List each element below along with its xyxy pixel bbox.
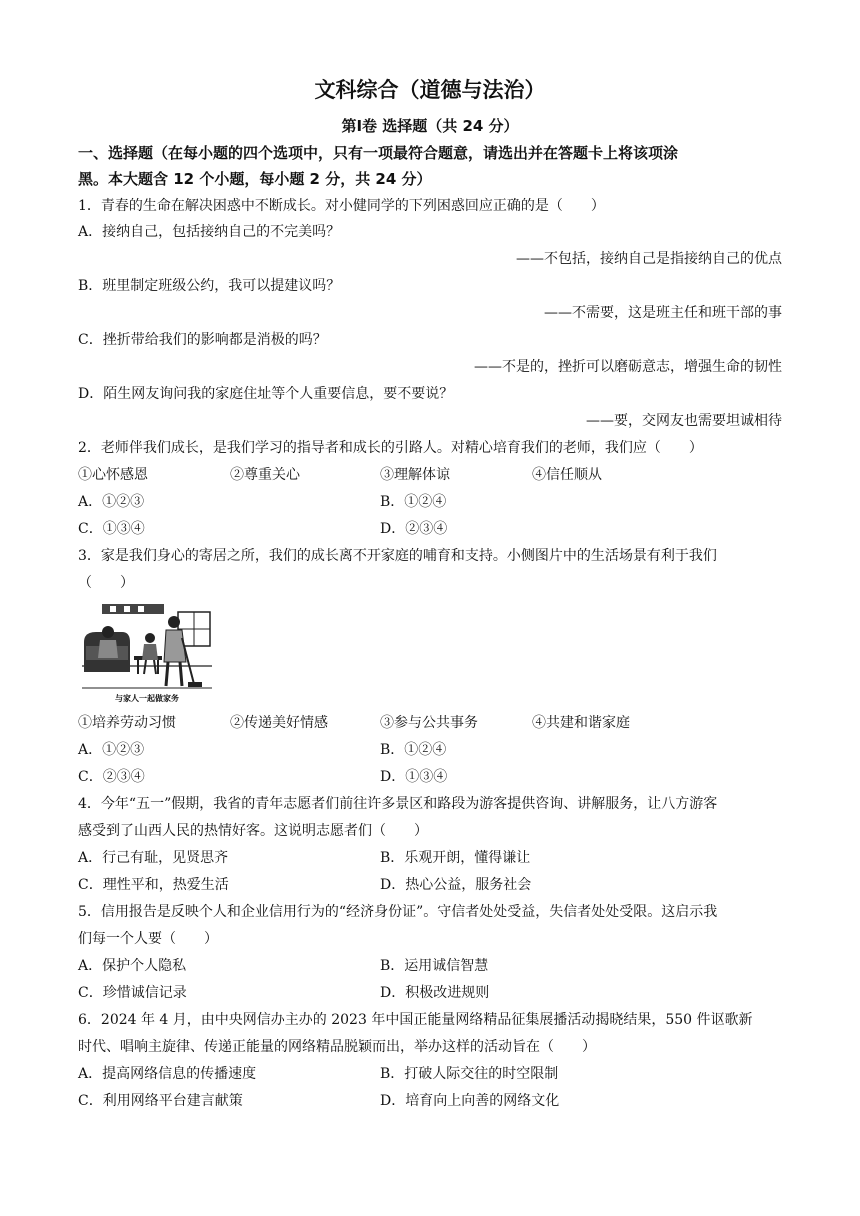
q3-item-1: ①培养劳动习惯 [78,715,176,731]
q3-option-b: B．①②④ [380,742,447,758]
q2-option-c: C．①③④ [78,521,145,537]
q1-option-a: A．接纳自己，包括接纳自己的不完美吗？ [78,224,341,240]
q1-stem: 1．青春的生命在解决困惑中不断成长。对小健同学的下列困惑回应正确的是（ ） [78,198,605,214]
q2-option-d: D．②③④ [380,521,448,537]
illustration-caption: 与家人一起做家务 [115,694,179,703]
q6-option-b: B．打破人际交往的时空限制 [380,1066,559,1082]
q5-option-a: A．保护个人隐私 [78,958,187,974]
q6-option-d: D．培育向上向善的网络文化 [380,1093,560,1109]
q2-option-b: B．①②④ [380,494,447,510]
page-title: 文科综合（道德与法治） [314,78,546,102]
household-chores-illustration [82,602,212,706]
q4-stem-line1: 4．今年“五一”假期，我省的青年志愿者们前往许多景区和路段为游客提供咨询、讲解服务，让八方游客 [78,796,718,812]
q3-item-2: ②传递美好情感 [230,715,328,731]
q6-stem-line1: 6．2024 年 4 月，由中央网信办主办的 2023 年中国正能量网络精品征集展播活动揭晓结果，550 件讴歌新 [78,1012,753,1028]
q6-option-c: C．利用网络平台建言献策 [78,1093,243,1109]
q6-stem-line2: 时代、唱响主旋律、传递正能量的网络精品脱颖而出，举办这样的活动旨在（ ） [78,1039,596,1055]
q2-item-4: ④信任顺从 [532,467,602,483]
q1-option-d-reply: ——要，交网友也需要坦诚相待 [586,413,782,429]
q5-stem-line2: 们每一个人要（ ） [78,931,218,947]
q2-item-3: ③理解体谅 [380,467,450,483]
q2-stem: 2．老师伴我们成长，是我们学习的指导者和成长的引路人。对精心培育我们的老师，我们应（ ） [78,440,703,456]
q3-option-a: A．①②③ [78,742,145,758]
q3-item-3: ③参与公共事务 [380,715,478,731]
q4-option-c: C．理性平和，热爱生活 [78,877,229,893]
q3-item-4: ④共建和谐家庭 [532,715,630,731]
q4-option-b: B．乐观开朗，懂得谦让 [380,850,531,866]
q2-item-2: ②尊重关心 [230,467,300,483]
q1-option-b: B．班里制定班级公约，我可以提建议吗？ [78,278,341,294]
q2-option-a: A．①②③ [78,494,145,510]
q1-option-c: C．挫折带给我们的影响都是消极的吗？ [78,332,327,348]
section-instructions-line1: 一、选择题（在每小题的四个选项中，只有一项最符合题意，请选出并在答题卡上将该项涂 [78,144,679,162]
q4-stem-line2: 感受到了山西人民的热情好客。这说明志愿者们（ ） [78,823,428,839]
section-subtitle: 第Ⅰ卷 选择题（共 24 分） [341,117,519,135]
q3-stem-line2: （ ） [78,575,134,591]
q4-option-a: A．行己有耻，见贤思齐 [78,850,229,866]
q1-option-d: D．陌生网友询问我的家庭住址等个人重要信息，要不要说？ [78,386,454,402]
q2-item-1: ①心怀感恩 [78,467,148,483]
q3-stem-line1: 3．家是我们身心的寄居之所，我们的成长离不开家庭的哺育和支持。小侧图片中的生活场景有利于我们 [78,548,717,564]
q1-option-a-reply: ——不包括，接纳自己是指接纳自己的优点 [516,251,782,267]
q5-option-d: D．积极改进规则 [380,985,490,1001]
q1-option-b-reply: ——不需要，这是班主任和班干部的事 [544,305,782,321]
section-instructions-line2: 黑。本大题含 12 个小题，每小题 2 分，共 24 分） [78,170,432,188]
q5-option-c: C．珍惜诚信记录 [78,985,187,1001]
q6-option-a: A．提高网络信息的传播速度 [78,1066,257,1082]
q1-option-c-reply: ——不是的，挫折可以磨砺意志，增强生命的韧性 [474,359,782,375]
q3-option-c: C．②③④ [78,769,145,785]
q4-option-d: D．热心公益，服务社会 [380,877,532,893]
q3-option-d: D．①③④ [380,769,448,785]
q5-stem-line1: 5．信用报告是反映个人和企业信用行为的“经济身份证”。守信者处处受益，失信者处处受限。这启示我 [78,904,718,920]
q5-option-b: B．运用诚信智慧 [380,958,489,974]
